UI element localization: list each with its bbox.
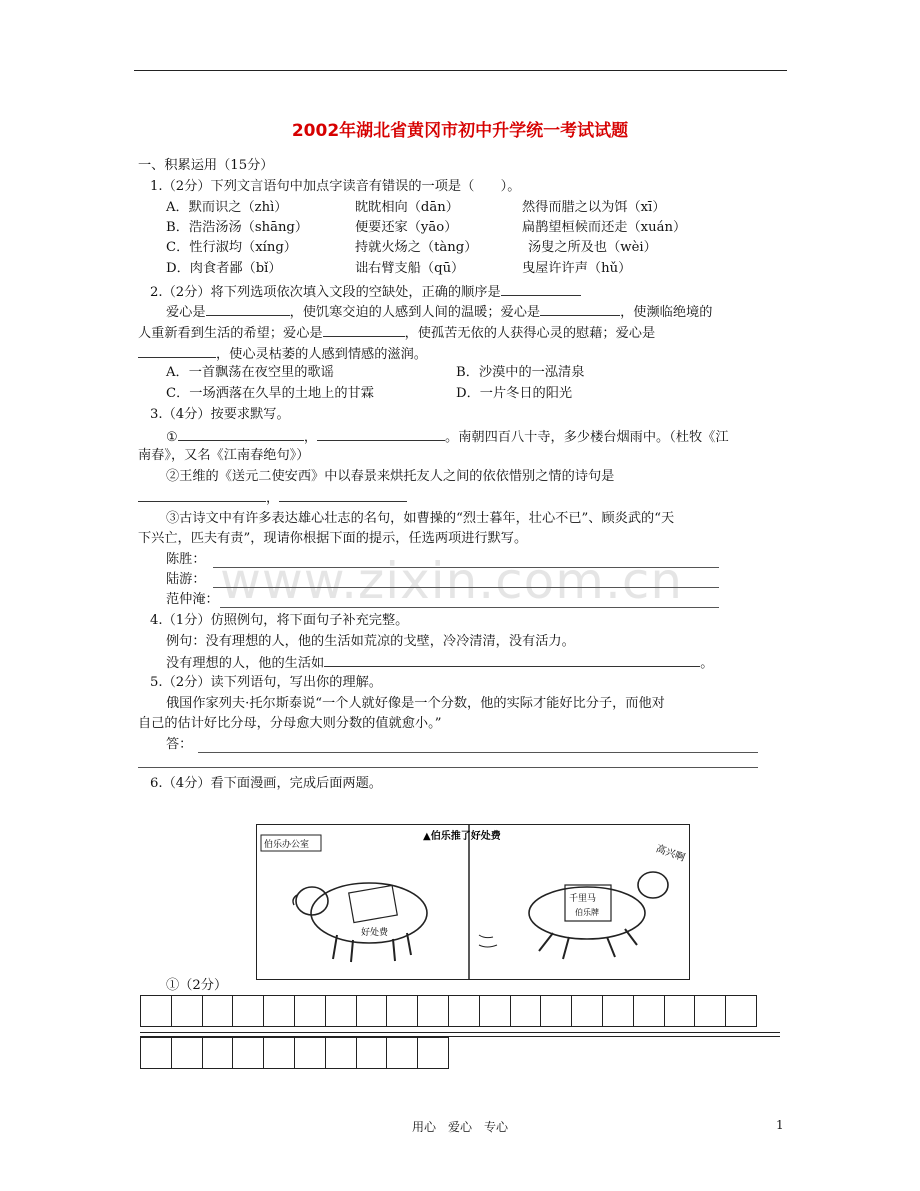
footer-motto: 用心 爱心 专心 [411, 1120, 508, 1134]
answer-cell[interactable] [511, 996, 542, 1027]
q2-blank-2[interactable] [540, 303, 620, 316]
right-bag-label: 千里马 [569, 894, 597, 904]
q6-sub1: ①（2分） [166, 978, 228, 993]
q3-answer-line-3[interactable] [220, 607, 719, 608]
q3-answer-line-1[interactable] [213, 567, 719, 568]
answer-cell[interactable] [695, 996, 726, 1027]
answer-cell[interactable] [141, 1038, 172, 1069]
answer-cell[interactable] [264, 996, 295, 1027]
q3-name-fanzhongyan: 范仲淹： [166, 592, 219, 607]
cartoon-drawing [257, 825, 689, 979]
answer-cell[interactable] [418, 1038, 449, 1069]
q5-answer-line-1[interactable] [198, 752, 758, 753]
page-title: 2002年湖北省黄冈市初中升学统一考试试题 [291, 121, 629, 141]
q1-option-d1: D．肉食者鄙（bǐ） [166, 261, 282, 276]
section-heading: 一、积累运用（15分） [138, 158, 274, 173]
answer-cell[interactable] [203, 996, 234, 1027]
q2-text: ，使孤苦无依的人获得心灵的慰藉；爱心是 [404, 326, 656, 341]
header-rule [134, 70, 787, 71]
q3-name-chensheng: 陈胜： [166, 552, 206, 567]
q2-order-blank[interactable] [501, 283, 581, 296]
answer-cell[interactable] [665, 996, 696, 1027]
q1-option-b1: B．浩浩汤汤（shāng） [166, 220, 309, 235]
q5-quote: 俄国作家列夫·托尔斯泰说“一个人就好像是一个分数，他的实际才能好比分子，而他对 [166, 696, 665, 711]
q4-answer-blank[interactable] [324, 654, 700, 667]
q3-blank-2[interactable] [317, 428, 445, 441]
q4-task [166, 654, 713, 672]
q3-text: ， [266, 491, 280, 506]
answer-cell[interactable] [418, 996, 449, 1027]
answer-cell[interactable] [572, 996, 603, 1027]
q4-text: 。 [700, 656, 714, 671]
q3-text: ， [303, 430, 318, 445]
q2-text: ，使饥寒交迫的人感到人间的温暖；爱心是 [289, 305, 541, 320]
q3-answer-line-2[interactable] [213, 587, 719, 588]
q2-text: 爱心是 [166, 305, 206, 320]
answer-cell[interactable] [603, 996, 634, 1027]
q1-stem: 1.（2分）下列文言语句中加点字读音有错误的一项是（ ）。 [150, 179, 521, 194]
q3-text: ① [166, 430, 178, 445]
answer-grid-row1[interactable] [140, 995, 757, 1027]
answer-cell[interactable] [387, 996, 418, 1027]
answer-cell[interactable] [203, 1038, 234, 1069]
q5-quote-cont: 自己的估计好比分母，分母愈大则分数的值就愈小。” [138, 716, 442, 731]
answer-cell[interactable] [264, 1038, 295, 1069]
q3-text: 。南朝四百八十寺，多少楼台烟雨中。（杜牧《江 [445, 430, 729, 445]
q3-blank-4[interactable] [279, 489, 407, 502]
q3-stem: 3.（4分）按要求默写。 [150, 407, 290, 422]
q5-answer-line-2[interactable] [138, 767, 758, 768]
q2-text: ，使心灵枯萎的人感到情感的滋润。 [216, 347, 427, 362]
grid-separator-top [140, 1032, 780, 1033]
q2-paragraph-line1 [166, 303, 712, 321]
q1-option-b2: 便要还家（yāo） [355, 220, 458, 235]
q2-option-a: A．一首飘荡在夜空里的歌谣 [166, 365, 334, 380]
q5-answer-label: 答： [166, 737, 193, 752]
q1-option-a3: 然得而腊之以为饵（xī） [522, 200, 666, 215]
answer-cell[interactable] [233, 1038, 264, 1069]
q2-option-d: D．一片冬日的阳光 [456, 386, 573, 401]
q1-option-d3: 曳屋许许声（hǔ） [522, 261, 632, 276]
q1-option-c1: C．性行淑均（xíng） [166, 240, 297, 255]
answer-cell[interactable] [141, 996, 172, 1027]
right-bag-brand: 伯乐牌 [575, 908, 599, 917]
q3-name-luyou: 陆游： [166, 572, 206, 587]
cartoon-caption: ▲伯乐推了好处费 [423, 831, 501, 842]
q3-item3-cont: 下兴亡，匹夫有责”，现请你根据下面的提示，任选两项进行默写。 [138, 531, 528, 546]
q2-text: ，使濒临绝境的 [620, 305, 713, 320]
q3-blank-1[interactable] [178, 428, 304, 441]
answer-cell[interactable] [357, 996, 388, 1027]
left-bag-label: 好处费 [361, 928, 389, 938]
answer-cell[interactable] [295, 996, 326, 1027]
q1-option-c2: 持就火炀之（tàng） [355, 240, 478, 255]
answer-cell[interactable] [634, 996, 665, 1027]
q4-stem: 4.（1分）仿照例句，将下面句子补充完整。 [150, 613, 409, 628]
q1-option-d2: 诎右臂支船（qū） [355, 261, 465, 276]
q3-item2: ②王维的《送元二使安西》中以春景来烘托友人之间的依依惜别之情的诗句是 [166, 469, 615, 484]
answer-cell[interactable] [172, 996, 203, 1027]
q2-text: 人重新看到生活的希望；爱心是 [138, 326, 323, 341]
answer-cell[interactable] [480, 996, 511, 1027]
answer-cell[interactable] [449, 996, 480, 1027]
q6-stem: 6.（4分）看下面漫画，完成后面两题。 [150, 776, 382, 791]
office-sign: 伯乐办公室 [264, 840, 310, 850]
q3-item1-cont: 南春》，又名《江南春绝句》） [138, 448, 310, 463]
q3-item3: ③古诗文中有许多表达雄心壮志的名句，如曹操的“烈士暮年，壮心不已”、顾炎武的“天 [166, 511, 675, 526]
q3-item1 [166, 428, 729, 446]
q3-item2-answer [138, 489, 407, 507]
q4-example: 例句：没有理想的人，他的生活如荒凉的戈壁，冷冷清清，没有活力。 [166, 634, 575, 649]
answer-cell[interactable] [541, 996, 572, 1027]
q2-blank-1[interactable] [206, 303, 290, 316]
answer-cell[interactable] [357, 1038, 388, 1069]
answer-cell[interactable] [387, 1038, 418, 1069]
watermark: www.zixin.com.cn [220, 552, 684, 610]
cartoon-exclaim: 高兴啊 [654, 843, 687, 865]
q2-paragraph-line2 [138, 324, 655, 342]
answer-cell[interactable] [326, 996, 357, 1027]
q1-option-a1: A．默而识之（zhì） [166, 200, 288, 215]
q2-option-b: B．沙漠中的一泓清泉 [456, 365, 585, 380]
q4-text: 没有理想的人，他的生活如 [166, 656, 325, 671]
answer-cell[interactable] [326, 1038, 357, 1069]
answer-cell[interactable] [233, 996, 264, 1027]
answer-cell[interactable] [726, 996, 757, 1027]
answer-grid-row2[interactable] [140, 1037, 449, 1069]
answer-cell[interactable] [172, 1038, 203, 1069]
q1-option-a2: 眈眈相向（dān） [355, 200, 459, 215]
answer-cell[interactable] [295, 1038, 326, 1069]
q2-blank-3[interactable] [323, 324, 405, 337]
q2-option-c: C．一场洒落在久旱的土地上的甘霖 [166, 386, 374, 401]
q2-blank-4[interactable] [138, 345, 216, 358]
q2-stem-text: 2.（2分）将下列选项依次填入文段的空缺处，正确的顺序是 [150, 285, 501, 300]
cartoon-image [256, 824, 690, 980]
q5-stem: 5.（2分）读下列语句，写出你的理解。 [150, 675, 382, 690]
q3-blank-3[interactable] [138, 489, 266, 502]
page-number: 1 [776, 1118, 784, 1132]
q1-option-c3: 汤叟之所及也（wèi） [528, 240, 657, 255]
q1-option-b3: 扁鹊望桓候而还走（xuán） [522, 220, 687, 235]
q2-stem [150, 283, 581, 301]
q2-paragraph-line3 [138, 345, 427, 363]
